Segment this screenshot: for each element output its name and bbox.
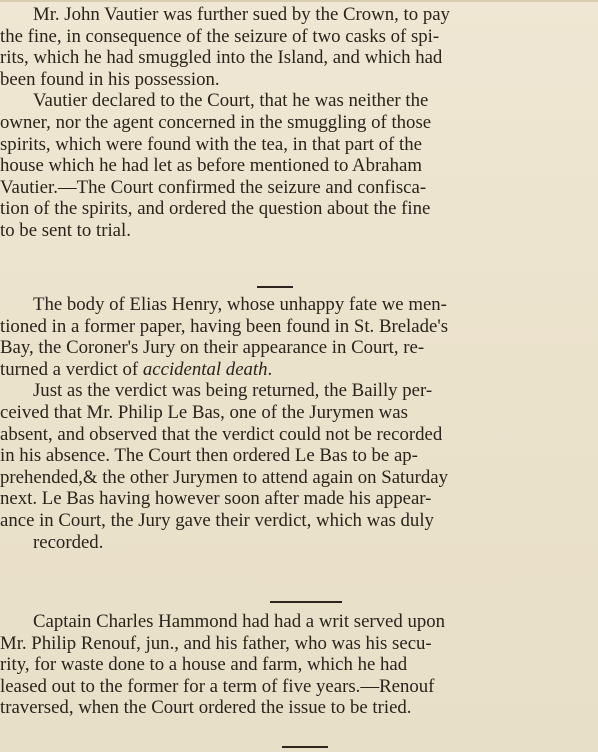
paragraph-line: tioned in a former paper, having been found in St. Brelade's: [0, 315, 449, 337]
paragraph-line: recorded.: [33, 531, 104, 553]
paragraph-line: Captain Charles Hammond had had a writ served upon: [33, 611, 446, 632]
paragraph-line: prehended,& the other Jurymen to attend again on Saturday: [0, 466, 449, 488]
verdict-period: .: [267, 358, 273, 380]
paragraph-line: next. Le Bas having however soon after made his appear-: [0, 488, 432, 510]
article-vautier-fine: [0, 4, 591, 242]
paragraph-line: in his absence. The Court then ordered Le Bas to be ap-: [0, 445, 418, 467]
paragraph-line: house which he had let as before mentioned to Abraham: [0, 155, 422, 177]
article-elias-henry-inquest: [0, 294, 591, 553]
paragraph-line: traversed, when the Court ordered the issue to be tried.: [0, 697, 412, 719]
paragraph-line: rity, for waste done to a house and farm, which he had: [0, 654, 408, 676]
paragraph-line: The body of Elias Henry, whose unhappy fate we men-: [33, 294, 447, 315]
verdict-lead: turned a verdict of: [0, 358, 143, 380]
paragraph-line: to be sent to trial.: [0, 219, 131, 241]
article-hammond-writ: [0, 611, 591, 719]
paragraph-line: leased out to the former for a term of five years.—Renouf: [0, 675, 435, 697]
paragraph-line: Mr. John Vautier was further sued by the Crown, to pay: [33, 4, 450, 25]
paragraph-line: the fine, in consequence of the seizure of two casks of spi-: [0, 25, 440, 47]
paragraph-line: Vautier declared to the Court, that he was neither the: [33, 90, 429, 112]
paragraph-line: ance in Court, the Jury gave their verdict, which was duly: [0, 509, 434, 531]
paragraph-line: Bay, the Coroner's Jury on their appearance in Court, re-: [0, 337, 425, 359]
paragraph-line: Mr. Philip Renouf, jun., and his father, who was his secu-: [0, 632, 432, 654]
section-divider: [270, 601, 342, 603]
paragraph-line: [0, 359, 591, 381]
paragraph-line: tion of the spirits, and ordered the question about the fine: [0, 198, 431, 220]
page-edge: [0, 0, 598, 2]
verdict-phrase: accidental death: [142, 358, 268, 380]
paragraph-line: absent, and observed that the verdict could not be recorded: [0, 423, 443, 445]
paragraph-line: owner, nor the agent concerned in the smuggling of those: [0, 111, 432, 133]
paragraph-line: been found in his possession.: [0, 68, 220, 90]
paragraph-line: Vautier.—The Court confirmed the seizure and confisca-: [0, 176, 427, 198]
section-divider: [282, 746, 328, 748]
paragraph-line: ceived that Mr. Philip Le Bas, one of the Jurymen was: [0, 401, 408, 423]
paragraph-line: Just as the verdict was being returned, the Bailly per-: [33, 380, 433, 402]
section-divider: [257, 286, 293, 288]
paragraph-line: rits, which he had smuggled into the Island, and which had: [0, 47, 443, 69]
paragraph-line: spirits, which were found with the tea, in that part of the: [0, 133, 422, 155]
